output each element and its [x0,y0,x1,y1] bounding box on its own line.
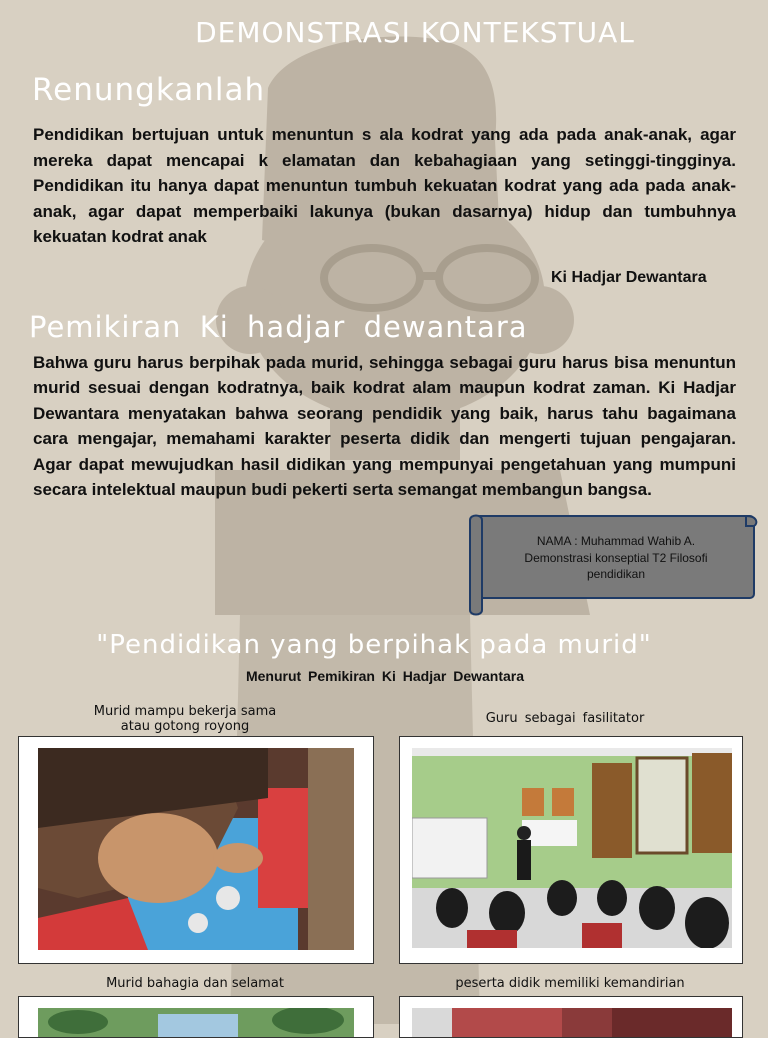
teamwork-image [38,748,354,950]
slogan-title: "Pendidikan yang berpihak pada murid" [96,630,652,660]
independent-students-image [412,1008,732,1038]
photo-caption-3: Murid bahagia dan selamat [106,976,284,991]
photo-caption-2: Guru sebagai fasilitator [485,711,645,726]
photo-teamwork [18,736,374,964]
scroll-name: NAMA : Muhammad Wahib A. [536,534,696,548]
quote-author: Ki Hadjar Dewantara [551,269,707,286]
happy-students-image [38,1008,354,1038]
photo-caption-4: peserta didik memiliki kemandirian [455,976,685,991]
photo-independent-students [399,996,743,1038]
reflect-heading: Renungkanlah [32,72,266,108]
thought-heading: Pemikiran Ki hadjar dewantara [29,310,528,344]
classroom-image [412,748,732,948]
scroll-text [498,533,734,583]
photo-caption-1: Murid mampu bekerja sama atau gotong royong [93,704,277,734]
quote-text: Pendidikan bertujuan untuk menuntun s ala kodrat yang ada pada anak-anak, agar mereka dapat mencapai k elamatan dan kebahagiaan yang setinggi-tingginya. Pendidikan itu hanya dapat menuntun tumbuh kekuatan kodrat yang ada pada anak-anak, agar dapat memperbaiki lakunya (bukan dasarnya) hidup dan tumbuhnya kekuatan kodrat anak [33,125,736,246]
photo-classroom [399,736,743,964]
page-title: DEMONSTRASI KONTEKSTUAL [195,16,635,49]
scroll-course: Demonstrasi konseptial T2 Filosofi pendidikan [524,550,708,581]
slogan-subtitle: Menurut Pemikiran Ki Hadjar Dewantara [245,668,525,684]
thought-text: Bahwa guru harus berpihak pada murid, sehingga sebagai guru harus bisa menuntun murid sesuai dengan kodratnya, baik kodrat alam maupun kodrat zaman. Ki Hadjar Dewantara menyatakan bahwa seorang pendidik yang baik, harus tahu bagaimana cara mengajar, memahami karakter peserta didik dan mengerti tujuan pengajaran. Agar dapat mewujudkan hasil didikan yang mempunyai pengetahuan yang mumpuni secara intelektual maupun budi pekerti serta semangat membangun bangsa. [33,353,736,500]
photo-happy-students [18,996,374,1038]
